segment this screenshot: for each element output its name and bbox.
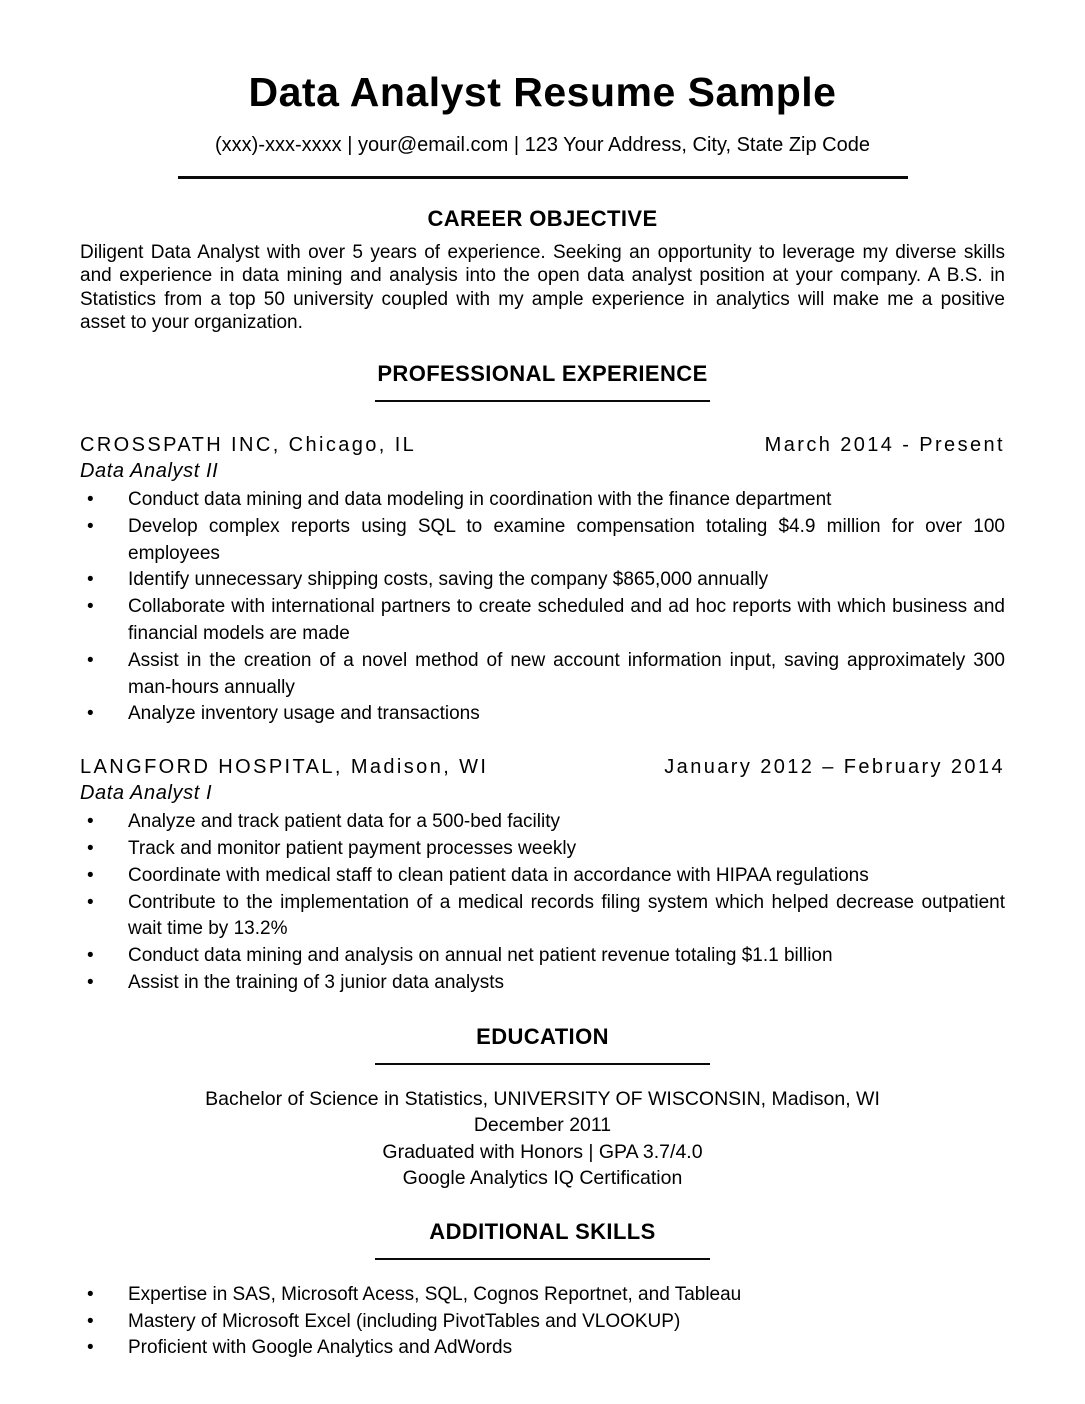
job-header-row: [80, 433, 1005, 457]
company-name: LANGFORD HOSPITAL, Madison, WI: [80, 756, 489, 779]
education-degree-line: Bachelor of Science in Statistics, UNIVERSITY OF WISCONSIN, Madison, WI: [205, 1087, 880, 1110]
job-entry-crosspath: [80, 433, 1005, 728]
education-divider-line: [375, 1063, 710, 1065]
contact-info: (xxx)-xxx-xxxx | your@email.com | 123 Your Address, City, State Zip Code: [215, 133, 870, 156]
job-bullet-list: [80, 809, 1005, 997]
professional-experience-divider-line: [375, 400, 710, 402]
bullet-item: • Conduct data mining and data modeling in coordination with the finance department: [80, 487, 1005, 514]
career-objective-paragraph: Diligent Data Analyst with over 5 years of experience. Seeking an opportunity to leverage my diverse skills and experience in data mining and analysis into the open data analyst position at your company. A B.S. in Statistics from a top 50 university coupled with my ample experience in analytics will make me a positive asset to your organization.: [80, 241, 1005, 333]
job-header-row: [80, 755, 1005, 779]
skill-item: • Mastery of Microsoft Excel (including PivotTables and VLOOKUP): [80, 1309, 1005, 1336]
bullet-item: • Identify unnecessary shipping costs, saving the company $865,000 annually: [80, 567, 1005, 594]
job-dates: January 2012 – February 2014: [664, 756, 1005, 779]
section-heading-career-objective: CAREER OBJECTIVE: [427, 205, 658, 231]
additional-skills-divider-line: [375, 1258, 710, 1260]
bullet-item: • Analyze inventory usage and transactions: [80, 701, 1005, 728]
header-divider-line: [178, 176, 908, 179]
education-honors-line: Graduated with Honors | GPA 3.7/4.0: [382, 1140, 703, 1163]
skill-item: • Proficient with Google Analytics and AdWords: [80, 1335, 1005, 1362]
section-heading-additional-skills: ADDITIONAL SKILLS: [429, 1218, 656, 1244]
bullet-item: • Collaborate with international partners to create scheduled and ad hoc reports with which business and financial models are made: [80, 594, 1005, 648]
bullet-item: • Conduct data mining and analysis on annual net patient revenue totaling $1.1 billion: [80, 943, 1005, 970]
job-dates: March 2014 - Present: [764, 434, 1005, 457]
bullet-item: • Contribute to the implementation of a medical records filing system which helped decrease outpatient wait time by 13.2%: [80, 890, 1005, 944]
education-certification-line: Google Analytics IQ Certification: [402, 1167, 683, 1190]
skills-bullet-list: [80, 1282, 1005, 1362]
section-heading-professional-experience: PROFESSIONAL EXPERIENCE: [377, 361, 708, 387]
education-details: [80, 1086, 1005, 1192]
job-title: Data Analyst I: [80, 782, 213, 805]
bullet-item: • Develop complex reports using SQL to examine compensation totaling $4.9 million for over 100 employees: [80, 514, 1005, 568]
job-title: Data Analyst II: [80, 460, 219, 483]
page-title: Data Analyst Resume Sample: [248, 69, 837, 115]
company-name: CROSSPATH INC, Chicago, IL: [80, 434, 417, 457]
bullet-item: • Assist in the training of 3 junior data analysts: [80, 970, 1005, 997]
job-bullet-list: [80, 487, 1005, 728]
bullet-item: • Assist in the creation of a novel method of new account information input, saving approximately 300 man-hours annually: [80, 648, 1005, 702]
section-heading-education: EDUCATION: [476, 1023, 609, 1049]
bullet-item: • Coordinate with medical staff to clean patient data in accordance with HIPAA regulations: [80, 863, 1005, 890]
bullet-item: • Analyze and track patient data for a 500-bed facility: [80, 809, 1005, 836]
education-date-line: December 2011: [473, 1114, 612, 1137]
job-entry-langford: [80, 755, 1005, 997]
bullet-item: • Track and monitor patient payment processes weekly: [80, 836, 1005, 863]
skill-item: • Expertise in SAS, Microsoft Acess, SQL, Cognos Reportnet, and Tableau: [80, 1282, 1005, 1309]
